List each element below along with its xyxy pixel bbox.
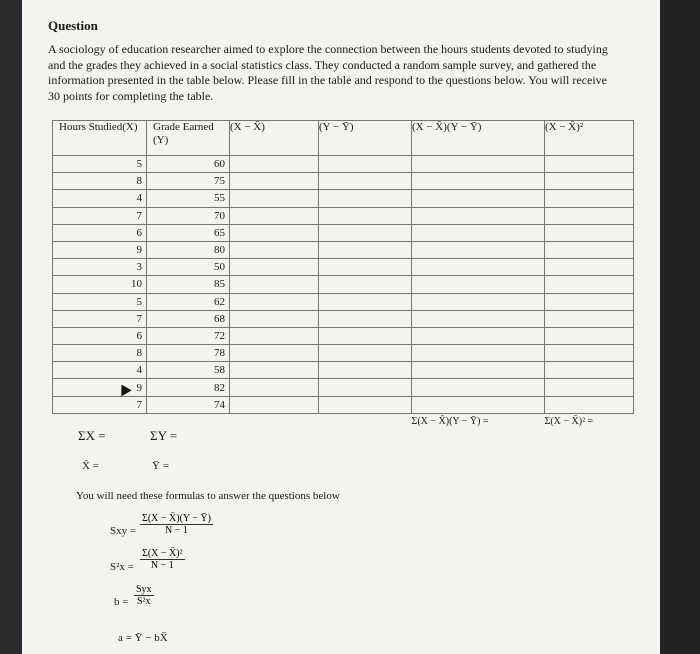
empty-cell[interactable] [545,327,634,344]
sum-row [53,413,634,432]
b-numerator: Syx [136,584,152,595]
empty-cell[interactable] [545,310,634,327]
hours-cell: 10 [53,276,147,293]
empty-cell[interactable] [545,207,634,224]
empty-cell[interactable] [545,379,634,396]
table-row [53,276,634,293]
empty-cell[interactable] [230,259,319,276]
hours-cell: 7 [53,396,147,413]
empty-cell[interactable] [412,190,545,207]
empty-cell[interactable] [230,379,319,396]
empty-cell[interactable] [412,327,545,344]
empty-cell[interactable] [319,327,412,344]
grade-cell: 85 [147,276,230,293]
empty-cell[interactable] [319,396,412,413]
empty-cell[interactable] [545,190,634,207]
sum-x-dev-sq-label: Σ(X − X̄)² = [544,415,594,427]
empty-cell[interactable] [545,362,634,379]
hours-cell: 7 [53,207,147,224]
empty-cell[interactable] [319,379,412,396]
table-row [53,190,634,207]
table-header-row [53,121,634,156]
grade-cell: 70 [147,207,230,224]
table-row [53,224,634,241]
empty-cell[interactable] [319,156,412,173]
grade-cell: 58 [147,362,230,379]
empty-cell[interactable] [319,310,412,327]
empty-cell[interactable] [412,379,545,396]
empty-cell[interactable] [230,190,319,207]
sxy-numerator: Σ(X − X̄)(Y − Ȳ) [142,513,211,524]
grade-cell: 68 [147,310,230,327]
table-row [53,156,634,173]
empty-cell[interactable] [412,259,545,276]
empty-cell[interactable] [230,224,319,241]
empty-cell[interactable] [319,362,412,379]
empty-cell[interactable] [412,207,545,224]
table-row [53,241,634,258]
empty-cell[interactable] [412,224,545,241]
empty-cell[interactable] [230,327,319,344]
grade-cell: 80 [147,241,230,258]
empty-cell[interactable] [412,241,545,258]
empty-cell[interactable] [412,310,545,327]
sum-y-label: ΣY = [150,428,178,443]
header-y-dev: (Y − Ȳ) [319,121,412,156]
empty-cell[interactable] [545,396,634,413]
empty-cell[interactable] [230,156,319,173]
b-fraction [134,584,154,607]
empty-cell[interactable] [230,293,319,310]
mean-y-label: Ȳ = [152,460,169,472]
header-product: (X − X̄)(Y − Ȳ) [412,121,545,156]
empty-cell[interactable] [319,207,412,224]
sum-empty-cell [230,413,319,432]
table-row [53,173,634,190]
empty-cell[interactable] [319,190,412,207]
hours-cell: 8 [53,345,147,362]
grade-cell: 55 [147,190,230,207]
hours-cell: 4 [53,362,147,379]
empty-cell[interactable] [319,224,412,241]
sum-x-label: ΣX = [78,428,106,443]
sx2-lhs: S²x = [110,561,134,573]
grade-cell: 65 [147,224,230,241]
header-grade: Grade Earned (Y) [147,121,230,156]
hours-cell: 8 [53,173,147,190]
empty-cell[interactable] [319,293,412,310]
data-table [52,120,634,432]
empty-cell[interactable] [545,276,634,293]
b-denominator: S²x [137,596,151,607]
header-x-dev-sq: (X − X̄)² [545,121,634,156]
table-row [53,379,634,396]
a-equation: a = Ȳ − bX̄ [118,632,168,644]
empty-cell[interactable] [319,241,412,258]
hours-cell: 6 [53,327,147,344]
sum-product-label: Σ(X − X̄)(Y − Ȳ) = [411,415,489,427]
grade-cell: 78 [147,345,230,362]
formulas-intro: You will need these formulas to answer the questions below [76,490,340,502]
empty-cell[interactable] [230,345,319,362]
sx2-denominator: N − 1 [150,560,174,571]
empty-cell[interactable] [545,259,634,276]
empty-cell[interactable] [319,259,412,276]
empty-cell[interactable] [230,241,319,258]
header-hours: Hours Studied(X) [53,121,147,156]
sxy-lhs: Sxy = [110,525,137,537]
empty-cell[interactable] [230,362,319,379]
empty-cell[interactable] [412,276,545,293]
table-row [53,396,634,413]
grade-cell: 82 [147,379,230,396]
empty-cell[interactable] [545,293,634,310]
empty-cell[interactable] [319,173,412,190]
table-row [53,259,634,276]
empty-cell[interactable] [412,156,545,173]
grade-cell: 50 [147,259,230,276]
sxy-fraction [140,513,213,536]
hours-cell: 5 [53,293,147,310]
empty-cell[interactable] [319,276,412,293]
sx2-fraction [140,548,185,571]
empty-cell[interactable] [230,207,319,224]
grade-cell: 62 [147,293,230,310]
table-row [53,327,634,344]
background-edge [660,0,700,654]
empty-cell[interactable] [230,310,319,327]
question-title: Question [48,18,98,33]
empty-cell[interactable] [545,156,634,173]
grade-cell: 72 [147,327,230,344]
b-lhs: b = [114,596,129,608]
empty-cell[interactable] [412,345,545,362]
table-row [53,207,634,224]
empty-cell[interactable] [319,345,412,362]
grade-cell: 60 [147,156,230,173]
sum-empty-cell [319,413,412,432]
empty-cell[interactable] [545,241,634,258]
empty-cell[interactable] [412,293,545,310]
table-row [53,293,634,310]
empty-cell[interactable] [230,276,319,293]
table-row [53,310,634,327]
header-x-dev: (X − X̄) [230,121,319,156]
table-row [53,362,634,379]
grade-cell: 75 [147,173,230,190]
hours-cell: 9 [53,241,147,258]
hours-cell: 9 [53,379,147,396]
empty-cell[interactable] [412,173,545,190]
empty-cell[interactable] [412,396,545,413]
table-row [53,345,634,362]
empty-cell[interactable] [545,173,634,190]
empty-cell[interactable] [545,345,634,362]
empty-cell[interactable] [230,396,319,413]
intro-paragraph: A sociology of education researcher aimed to explore the connection between the hours students devoted to studying and the grades they achieved in a social statistics class. They conducted a random sample survey, and gathered the information presented in the table below. Please fill in the table and respond to the questions below. You will receive 30 points for completing the table. [48,42,608,103]
hours-cell: 4 [53,190,147,207]
empty-cell[interactable] [230,173,319,190]
empty-cell[interactable] [545,224,634,241]
mean-x-label: X̄ = [82,460,99,472]
hours-cell: 6 [53,224,147,241]
empty-cell[interactable] [412,362,545,379]
hours-cell: 3 [53,259,147,276]
grade-cell: 74 [147,396,230,413]
sx2-numerator: Σ(X − X̄)² [142,548,183,559]
hours-cell: 7 [53,310,147,327]
sxy-denominator: N − 1 [165,525,188,536]
hours-cell: 5 [53,156,147,173]
